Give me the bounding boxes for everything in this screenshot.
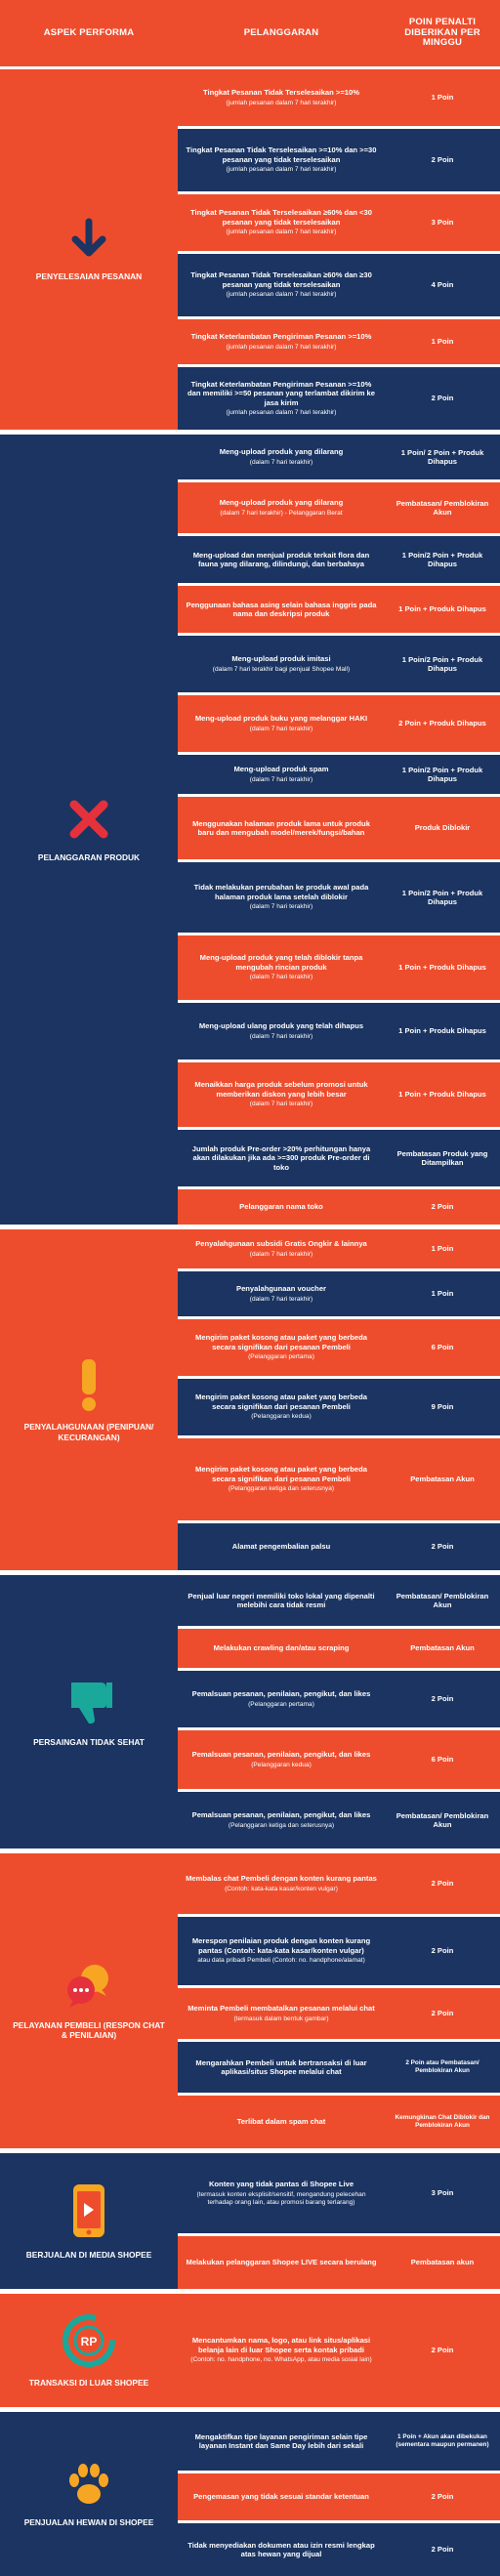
violation-cell: [178, 129, 385, 191]
violation-text: Mencantumkan nama, logo, atau link situs/aplikasi belanja lain di luar Shopee serta kontak pribadi: [191, 2336, 371, 2354]
violation-text: Merespon penilaian produk dengan konten kurang pantas (Contoh: kata-kata kasar/konten vulgar): [191, 1936, 371, 1955]
penalty-cell: [385, 1003, 500, 1059]
violation-cell: [178, 536, 385, 583]
penalty-value: 6 Poin: [431, 1755, 454, 1765]
violation-cell: [178, 862, 385, 933]
violation-cell: [178, 755, 385, 794]
penalty-cell: [385, 1917, 500, 1985]
penalty-cell: [385, 2096, 500, 2148]
aspect-cell: [0, 1853, 178, 2148]
violation-note: (jumlah pesanan dalam 7 hari terakhir): [226, 99, 337, 106]
penalty-cell: [385, 435, 500, 479]
aspect-cell: [0, 1575, 178, 1849]
penalty-cell: [385, 1671, 500, 1727]
penalty-value: Pembatasan/ Pemblokiran Akun: [396, 498, 489, 517]
penalty-cell: [385, 1379, 500, 1435]
penalty-cell: [385, 1189, 500, 1225]
violation-text: Membalas chat Pembeli dengan konten kurang pantas: [186, 1874, 377, 1884]
violation-note: (jumlah pesanan dalam 7 hari terakhir): [226, 291, 337, 299]
violation-cell: [178, 1917, 385, 1985]
violation-cell: [178, 319, 385, 364]
violation-cell: [178, 695, 385, 752]
penalty-cell: [385, 367, 500, 430]
penalty-cell: [385, 1523, 500, 1570]
penalty-value: 1 Poin/2 Poin + Produk Dihapus: [401, 888, 483, 906]
violation-text: Melakukan crawling dan/atau scraping: [213, 1643, 350, 1653]
penalty-cell: [385, 935, 500, 1000]
penalty-value: 2 Poin: [431, 155, 454, 165]
violation-text: Pemalsuan pesanan, penilaian, pengikut, dan likes: [191, 1750, 371, 1760]
penalty-cell: [385, 536, 500, 583]
violation-cell: [178, 1575, 385, 1626]
penalty-value: 1 Poin + Akun akan dibekukan (sementara maupun permanen): [396, 2433, 489, 2448]
penalty-cell: [385, 2153, 500, 2233]
violation-cell: [178, 1319, 385, 1376]
chat-bubbles-icon: [62, 1961, 116, 2013]
violation-text: Tingkat Pesanan Tidak Terselesaikan ≥60% dan <30 pesanan yang tidak terselesaikan: [190, 208, 372, 227]
phone-live-icon: [69, 2182, 108, 2242]
penalty-value: 1 Poin/2 Poin + Produk Dihapus: [401, 765, 483, 783]
penalty-cell: [385, 69, 500, 126]
violation-note: (jumlah pesanan dalam 7 hari terakhir): [226, 166, 337, 174]
penalty-value: 2 Poin: [431, 1542, 454, 1552]
penalty-cell: [385, 1319, 500, 1376]
penalty-value: 2 Poin: [431, 2346, 454, 2355]
aspect-label: PELANGGARAN PRODUK: [37, 852, 141, 862]
violation-text: Tingkat Pesanan Tidak Terselesaikan >=10% dan >=30 pesanan yang tidak terselesaikan: [186, 145, 377, 164]
violation-cell: [178, 1629, 385, 1668]
violation-note: (dalam 7 hari terakhir): [249, 1101, 313, 1108]
violation-note: (Contoh: no. handphone, no. WhatsApp, atau media sosial lain): [190, 2356, 372, 2364]
penalty-value: 1 Poin: [431, 337, 454, 347]
aspect-cell: [0, 435, 178, 1225]
violation-text: Pemalsuan pesanan, penilaian, pengikut, dan likes: [191, 1689, 371, 1699]
penalty-value: Produk Diblokir: [414, 823, 471, 833]
violation-note: (dalam 7 hari terakhir): [249, 1295, 313, 1303]
violation-note: atau data pribadi Pembeli (Contoh: no. handphone/alamat): [197, 1957, 365, 1965]
violation-cell: [178, 1229, 385, 1268]
aspect-label: PELAYANAN PEMBELI (RESPON CHAT & PENILAIAN): [13, 2019, 165, 2041]
exclamation-icon: [74, 1357, 104, 1415]
penalty-value: Pembatasan/ Pemblokiran Akun: [396, 1591, 489, 1609]
penalty-value: 1 Poin + Produk Dihapus: [398, 963, 486, 973]
violation-note: (Pelanggaran kedua): [251, 1413, 312, 1421]
violation-cell: [178, 1379, 385, 1435]
violation-cell: [178, 1853, 385, 1914]
penalty-value: 1 Poin/ 2 Poin + Produk Dihapus: [400, 447, 484, 466]
penalty-cell: [385, 2236, 500, 2289]
violation-note: (dalam 7 hari terakhir): [249, 1032, 313, 1040]
violation-text: Penggunaan bahasa asing selain bahasa inggris pada nama dan deskripsi produk: [186, 600, 377, 618]
violation-cell: [178, 1792, 385, 1849]
aspect-cell: [0, 2153, 178, 2289]
penalty-cell: [385, 1792, 500, 1849]
penalty-value: 2 Poin: [431, 2009, 454, 2018]
penalty-cell: [385, 1629, 500, 1668]
violation-cell: [178, 2236, 385, 2289]
violation-text: Tingkat Pesanan Tidak Terselesaikan >=10%: [203, 88, 359, 98]
violation-cell: [178, 1130, 385, 1186]
penalty-value: 1 Poin + Produk Dihapus: [398, 1026, 486, 1036]
violation-text: Penjual luar negeri memiliki toko lokal yang dipenalti melebihi cara tidak resmi: [188, 1591, 375, 1609]
penalty-value: 3 Poin: [431, 2188, 454, 2198]
violation-text: Pemalsuan pesanan, penilaian, pengikut, dan likes: [191, 1810, 371, 1820]
penalty-value: Pembatasan Akun: [410, 1643, 475, 1653]
violation-cell: [178, 2042, 385, 2093]
down-arrow-icon: [67, 218, 110, 264]
penalty-cell: [385, 1730, 500, 1789]
penalty-cell: [385, 319, 500, 364]
violation-cell: [178, 1730, 385, 1789]
aspect-label: BERJUALAN DI MEDIA SHOPEE: [25, 2249, 152, 2260]
violation-note: (dalam 7 hari terakhir): [249, 458, 313, 466]
violation-text: Penyalahgunaan subsidi Gratis Ongkir & lainnya: [195, 1239, 367, 1249]
paw-icon: [64, 2461, 113, 2511]
violation-text: Tingkat Pesanan Tidak Terselesaikan ≥60% dan ≥30 pesanan yang tidak terselesaikan: [190, 270, 372, 289]
penalty-cell: [385, 2412, 500, 2471]
violation-cell: [178, 194, 385, 251]
aspect-cell: [0, 2412, 178, 2576]
violation-cell: [178, 2096, 385, 2148]
penalty-cell: [385, 1229, 500, 1268]
violation-text: Menggunakan halaman produk lama untuk produk baru dan mengubah model/merek/fungsi/bahan: [192, 818, 370, 837]
penalty-cell: [385, 2042, 500, 2093]
aspect-label: PENYALAHGUNAAN (PENIPUAN/ KECURANGAN): [23, 1422, 154, 1442]
penalty-value: 1 Poin: [431, 1244, 454, 1254]
penalty-value: 3 Poin: [431, 218, 454, 228]
violation-cell: [178, 2523, 385, 2576]
violation-note: (Pelanggaran ketiga dan seterusnya): [228, 1485, 335, 1493]
violation-note: (termasuk konten eksplisit/sensitif, mengandung pelecehan terhadap orang lain, atau promosi barang terlarang): [196, 2190, 366, 2206]
violation-text: Pelanggaran nama toko: [239, 1202, 323, 1212]
violation-note: (dalam 7 hari terakhir bagi penjual Shopee Mall): [212, 665, 351, 673]
penalty-value: Kemungkinan Chat Diblokir dan Pemblokiran Akun: [395, 2114, 490, 2129]
penalty-cell: [385, 194, 500, 251]
violation-text: Terlibat dalam spam chat: [236, 2117, 326, 2127]
penalty-value: 2 Poin: [431, 394, 454, 403]
penalty-cell: [385, 254, 500, 316]
penalty-value: 2 Poin + Produk Dihapus: [398, 719, 486, 728]
penalty-value: 9 Poin: [431, 1402, 454, 1412]
penalty-value: 1 Poin: [431, 1289, 454, 1299]
penalty-value: Pembatasan Produk yang Ditampilkan: [396, 1148, 488, 1167]
violation-cell: [178, 254, 385, 316]
violation-note: (dalam 7 hari terakhir): [249, 725, 313, 732]
penalty-value: Pembatasan Akun: [410, 1475, 475, 1484]
violation-text: Meng-upload dan menjual produk terkait flora dan fauna yang dilarang, dilindungi, dan berbahaya: [192, 550, 370, 568]
aspect-label: PERSAINGAN TIDAK SEHAT: [33, 1737, 145, 1747]
penalty-cell: [385, 482, 500, 533]
svg-text:RP: RP: [80, 2334, 98, 2348]
penalty-value: Pembatasan akun: [410, 2258, 475, 2267]
penalty-cell: [385, 129, 500, 191]
violation-cell: [178, 636, 385, 692]
aspect-label: PENYELESAIAN PESANAN: [35, 270, 143, 281]
penalty-cell: [385, 797, 500, 859]
penalty-value: 2 Poin: [431, 1202, 454, 1212]
aspect-cell: [0, 1229, 178, 1570]
penalty-cell: [385, 2473, 500, 2520]
thumbs-down-icon: [63, 1677, 114, 1730]
penalty-value: Pembatasan/ Pemblokiran Akun: [396, 1810, 489, 1829]
violation-note: (dalam 7 hari terakhir): [249, 1250, 313, 1258]
violation-cell: [178, 1671, 385, 1727]
penalty-value: 4 Poin: [431, 280, 454, 290]
penalty-value: 2 Poin: [431, 2492, 454, 2502]
penalty-cell: [385, 755, 500, 794]
violation-text: Menaikkan harga produk sebelum promosi untuk memberikan diskon yang lebih besar: [194, 1080, 368, 1099]
violation-text: Penyalahgunaan voucher: [236, 1284, 326, 1294]
violation-text: Tingkat Keterlambatan Pengiriman Pesanan >=10%: [190, 332, 372, 342]
violation-text: Alamat pengembalian palsu: [231, 1542, 331, 1552]
violation-text: Tidak melakukan perubahan ke produk awal pada halaman produk lama setelah diblokir: [193, 883, 369, 901]
violation-text: Meminta Pembeli membatalkan pesanan melalui chat: [188, 2004, 375, 2014]
violation-note: (Contoh: kata-kata kasar/konten vulgar): [225, 1885, 338, 1892]
aspect-label: TRANSAKSI DI LUAR SHOPEE: [28, 2378, 149, 2388]
header-aspect: ASPEK PERFORMA: [0, 0, 178, 66]
penalty-value: 2 Poin: [431, 1694, 454, 1704]
aspect-cell: [0, 69, 178, 430]
violation-cell: [178, 2473, 385, 2520]
penalty-cell: [385, 1988, 500, 2039]
violation-cell: [178, 2153, 385, 2233]
violation-cell: [178, 586, 385, 633]
header-violation: PELANGGARAN: [178, 0, 385, 66]
violation-text: Jumlah produk Pre-order >20% perhitungan hanya akan dilakukan jika ada >=300 produk Pre-order di toko: [191, 1143, 371, 1172]
violation-text: Mengarahkan Pembeli untuk bertransaksi di luar aplikasi/situs Shopee melalui chat: [195, 2057, 367, 2076]
violation-text: Meng-upload produk yang dilarang: [219, 447, 344, 457]
violation-note: (dalam 7 hari terakhir): [249, 974, 313, 981]
cross-icon: [66, 797, 111, 845]
violation-text: Meng-upload produk imitasi: [231, 654, 331, 664]
violation-text: Pengemasan yang tidak sesuai standar ketentuan: [193, 2492, 369, 2502]
penalty-cell: [385, 695, 500, 752]
violation-text: Meng-upload ulang produk yang telah dihapus: [198, 1021, 364, 1031]
violation-cell: [178, 1189, 385, 1225]
violation-cell: [178, 435, 385, 479]
penalty-value: 6 Poin: [431, 1343, 454, 1352]
violation-cell: [178, 1271, 385, 1316]
penalty-value: 1 Poin/2 Poin + Produk Dihapus: [401, 654, 483, 673]
violation-cell: [178, 1438, 385, 1520]
violation-cell: [178, 367, 385, 430]
violation-note: (jumlah pesanan dalam 7 hari terakhir): [226, 343, 337, 351]
penalty-value: 1 Poin + Produk Dihapus: [398, 1090, 486, 1100]
violation-text: Konten yang tidak pantas di Shopee Live: [208, 2180, 354, 2189]
violation-cell: [178, 2412, 385, 2471]
penalty-cell: [385, 586, 500, 633]
violation-text: Mengirim paket kosong atau paket yang berbeda secara signifikan dari pesanan Pembeli: [195, 1333, 367, 1351]
penalty-value: 2 Poin: [431, 1946, 454, 1956]
violation-text: Meng-upload produk yang telah diblokir tanpa mengubah rincian produk: [199, 953, 363, 972]
violation-note: (Pelanggaran kedua): [251, 1761, 312, 1768]
violation-text: Meng-upload produk yang dilarang: [219, 498, 344, 508]
violation-cell: [178, 1003, 385, 1059]
penalty-cell: [385, 2523, 500, 2576]
header-penalty: POIN PENALTI DIBERIKAN PER MINGGU: [385, 0, 500, 66]
violation-note: (jumlah pesanan dalam 7 hari terakhir): [226, 229, 337, 236]
penalty-value: 2 Poin: [431, 1879, 454, 1889]
violation-note: (dalam 7 hari terakhir): [249, 775, 313, 783]
penalty-value: 1 Poin/2 Poin + Produk Dihapus: [401, 550, 483, 568]
penalty-cell: [385, 1575, 500, 1626]
violation-cell: [178, 482, 385, 533]
penalty-value: 2 Poin atau Pembatasan/ Pemblokiran Akun: [405, 2059, 479, 2074]
penalty-cell: [385, 1062, 500, 1127]
violation-text: Melakukan pelanggaran Shopee LIVE secara berulang: [186, 2258, 377, 2267]
violation-note: (termasuk dalam bentuk gambar): [233, 2015, 329, 2022]
violation-cell: [178, 1523, 385, 1570]
penalty-value: 1 Poin: [431, 93, 454, 103]
aspect-cell: [0, 2294, 178, 2407]
penalty-cell: [385, 1271, 500, 1316]
penalty-value: 2 Poin: [431, 2545, 454, 2555]
violation-cell: [178, 797, 385, 859]
violation-note: (Pelanggaran ketiga dan seterusnya): [228, 1821, 335, 1829]
rp-coin-icon: [62, 2313, 116, 2371]
violation-text: Mengirim paket kosong atau paket yang berbeda secara signifikan dari pesanan Pembeli: [195, 1392, 367, 1411]
violation-text: Meng-upload produk buku yang melanggar HAKI: [194, 714, 368, 724]
violation-note: (Pelanggaran pertama): [248, 1353, 314, 1361]
violation-cell: [178, 69, 385, 126]
violation-note: (dalam 7 hari terakhir): [249, 903, 313, 911]
violation-note: (jumlah pesanan dalam 7 hari terakhir): [226, 409, 337, 417]
penalty-cell: [385, 862, 500, 933]
violation-text: Tingkat Keterlambatan Pengiriman Pesanan >=10% dan memiliki >=50 pesanan yang terlambat dikirim ke jasa kirim: [187, 379, 376, 407]
penalty-cell: [385, 1853, 500, 1914]
violation-text: Meng-upload produk spam: [233, 765, 329, 774]
violation-cell: [178, 2294, 385, 2407]
penalty-cell: [385, 1438, 500, 1520]
aspect-label: PENJUALAN HEWAN DI SHOPEE: [23, 2517, 154, 2527]
violation-text: Mengaktifkan tipe layanan pengiriman selain tipe layanan Instant dan Same Day lebih dari sekali: [194, 2431, 368, 2450]
violation-note: (Pelanggaran pertama): [248, 1700, 314, 1708]
violation-note: (dalam 7 hari terakhir) - Pelanggaran Berat: [220, 509, 343, 517]
violation-cell: [178, 1062, 385, 1127]
violation-text: Mengirim paket kosong atau paket yang berbeda secara signifikan dari pesanan Pembeli: [195, 1465, 367, 1483]
violation-cell: [178, 935, 385, 1000]
penalty-cell: [385, 1130, 500, 1186]
violation-cell: [178, 1988, 385, 2039]
penalty-cell: [385, 636, 500, 692]
penalty-value: 1 Poin + Produk Dihapus: [398, 604, 486, 614]
violation-text: Tidak menyediakan dokumen atau izin resmi lengkap atas hewan yang dijual: [188, 2540, 375, 2558]
penalty-cell: [385, 2294, 500, 2407]
